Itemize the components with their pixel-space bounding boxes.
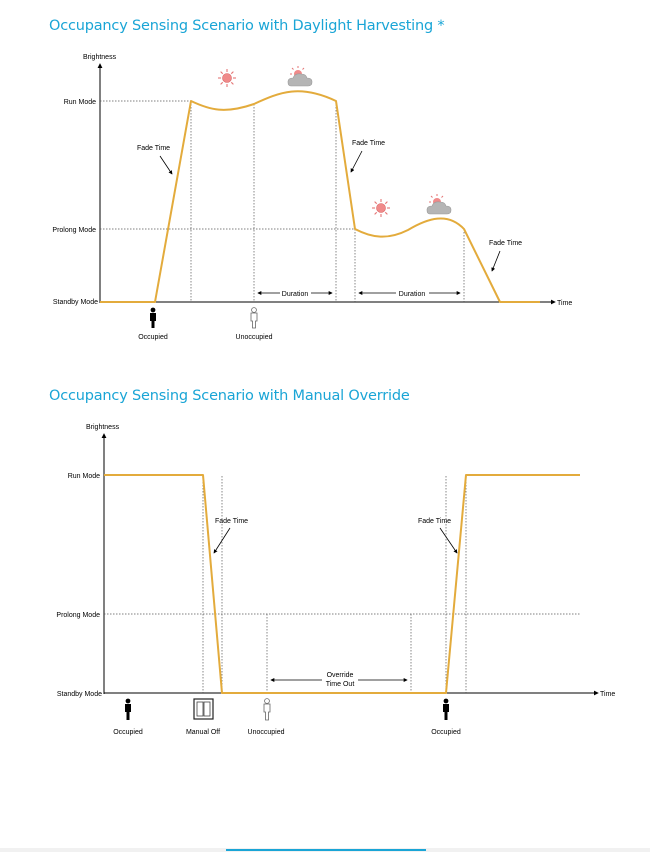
y-axis-label: Brightness [83,54,117,61]
fade-time-label-2: Fade Time [352,140,386,147]
diagram1-title: Occupancy Sensing Scenario with Daylight Harvesting * [49,18,445,34]
x-axis-label: Time [600,691,616,698]
run-mode-label: Run Mode [63,99,96,106]
unoccupied-label: Unoccupied [247,729,285,736]
x-axis-label: Time [557,300,573,307]
unoccupied-person-icon [264,699,270,720]
fade-pointer-1 [160,156,172,174]
fade-pointer-2 [351,151,362,172]
diagram1-chart [0,0,650,360]
occupied-person-icon [443,699,449,720]
occupied-label: Occupied [138,334,168,341]
duration-label-2: Duration [398,291,426,298]
fade-pointer-2 [440,528,457,553]
run-mode-label: Run Mode [67,473,100,480]
diagram2-title: Occupancy Sensing Scenario with Manual Override [49,388,410,404]
sun-icon [218,69,236,87]
fade-time-label-1: Fade Time [137,145,171,152]
fade-time-label-1: Fade Time [215,518,249,525]
prolong-mode-label: Prolong Mode [52,227,96,234]
duration-label-1: Duration [281,291,309,298]
standby-mode-label: Standby Mode [56,691,102,698]
occupied-person-icon [150,308,156,328]
prolong-mode-label: Prolong Mode [56,612,100,619]
manual-off-label: Manual Off [185,729,221,736]
override-label: Override [326,672,354,679]
occupied-label: Occupied [113,729,143,736]
fade-time-label-3: Fade Time [489,240,523,247]
sun-cloud-icon [288,66,312,86]
occupied-again-label: Occupied [431,729,461,736]
standby-mode-label: Standby Mode [52,299,98,306]
time-out-label: Time Out [325,681,355,688]
fade-time-label-2: Fade Time [418,518,452,525]
y-axis-label: Brightness [86,424,120,431]
unoccupied-label: Unoccupied [235,334,273,341]
manual-switch-icon [194,699,213,719]
fade-pointer-3 [492,251,500,271]
sun-icon [372,199,390,217]
sun-cloud-icon [427,194,451,214]
page-footer-accent [226,849,426,851]
occupied-person-icon [125,699,131,720]
brightness-curve [104,475,580,693]
unoccupied-person-icon [251,308,257,328]
brightness-curve [100,91,540,302]
diagram2-chart [0,410,650,750]
